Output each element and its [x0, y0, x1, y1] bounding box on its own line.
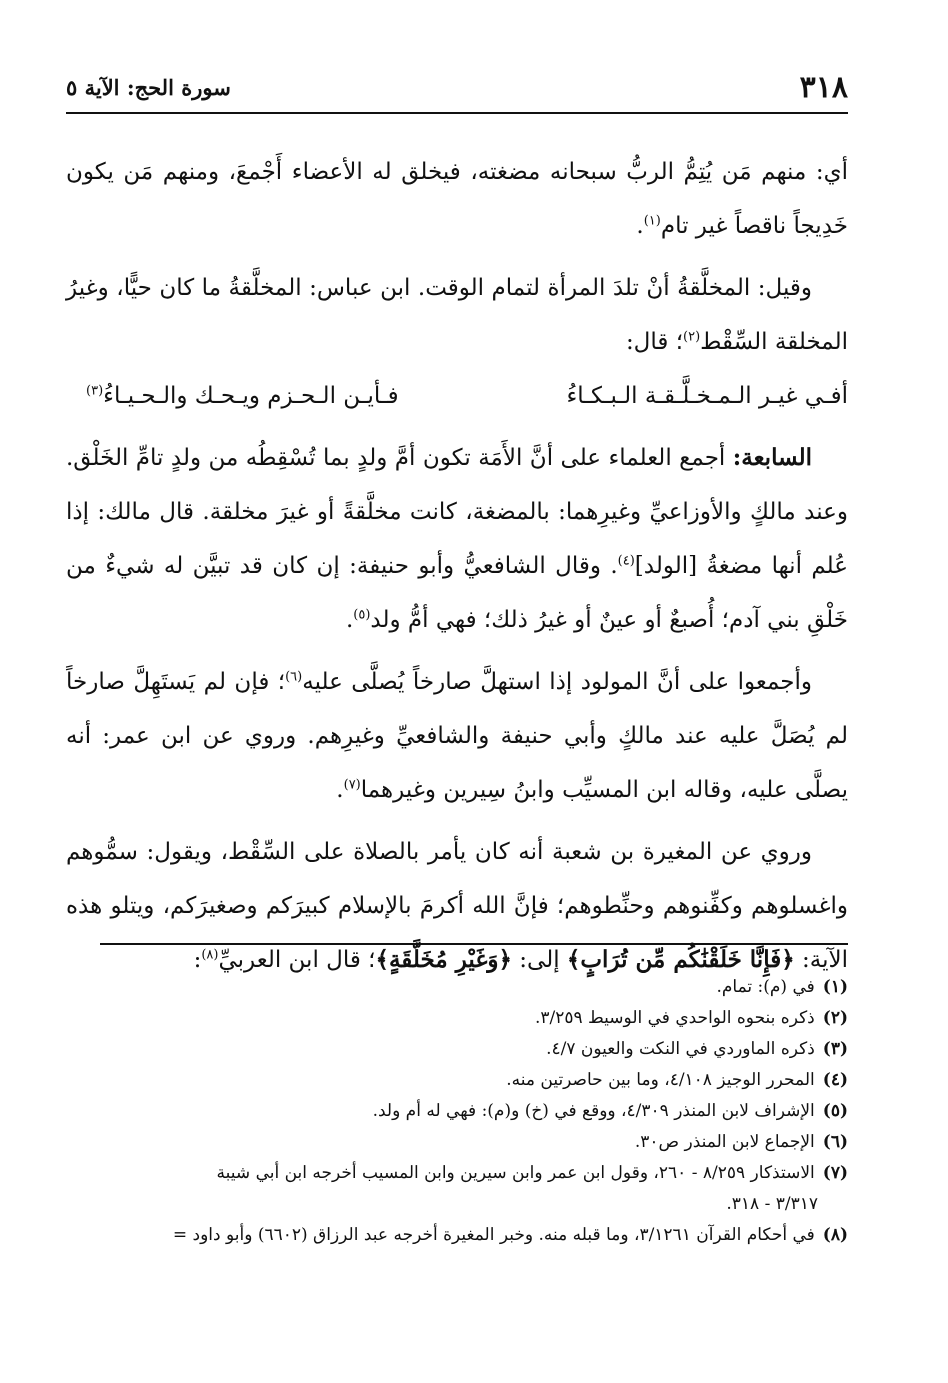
paragraph-3-text-2: . وقال الشافعيُّ وأبو حنيفة: إن كان قد تبيَّن له شيءٌ من خَلْقِ بني آدم؛ أُصبعٌ أو عينٌ أو غيرُ ذلك؛ فهي أمُّ ولد	[66, 553, 848, 633]
footnotes	[66, 972, 848, 1251]
paragraph-4-end: .	[336, 777, 344, 803]
footnote-text: ذكره بنحوه الواحدي في الوسيط ٣/٢٥٩.	[534, 1008, 815, 1028]
footnote-8	[66, 1220, 848, 1251]
paragraph-4	[66, 655, 848, 817]
footnote-text: في (م): تمام.	[716, 977, 815, 997]
paragraph-5-end: :	[193, 947, 202, 973]
paragraph-2	[66, 261, 848, 369]
footnote-1	[66, 972, 848, 1003]
page-header	[66, 62, 848, 114]
footnote-ref-6[interactable]: (٦)	[285, 669, 303, 685]
footnote-6	[66, 1127, 848, 1158]
footnote-7	[66, 1158, 848, 1189]
footnote-number: (١)	[822, 977, 848, 997]
footnote-ref-1[interactable]: (١)	[643, 213, 661, 229]
footnote-4	[66, 1065, 848, 1096]
footnote-ref-8[interactable]: (٨)	[201, 947, 219, 963]
paragraph-4-text-2: ؛ فإن لم يَستَهِلَّ صارخاً لم يُصَلَّ عليه عند مالكٍ وأبي حنيفة والشافعيِّ وغيرِهم. وروي عن ابن عمر: أنه يصلَّى عليه، وقاله ابن المسيِّب وابنُ سِيرين وغيرهما	[66, 669, 848, 803]
paragraph-3-text: أجمع العلماء على أنَّ الأَمَة تكون أمَّ ولدٍ بما تُسْقِطُه من ولدٍ تامِّ الخَلْق. وعند مالكٍ والأوزاعيِّ وغيرِهما: بالمضغة، كانت مخلَّقةً أو غيرَ مخلقة. قال مالك: إذا عُلم أنها مضغةُ [الولد]	[66, 445, 848, 579]
footnote-ref-4[interactable]: (٤)	[617, 553, 635, 569]
paragraph-5-text-2: ؛ قال ابن العربيِّ	[218, 947, 376, 973]
footnote-3	[66, 1034, 848, 1065]
paragraph-1	[66, 145, 848, 253]
paragraph-2-end: ؛ قال:	[625, 329, 684, 355]
paragraph-2-line-2: وغيرُ المخلقة السِّقْط	[66, 275, 848, 355]
verse-hemistich-2-wrap	[86, 369, 399, 423]
paragraph-2-line-1: وقيل: المخلَّقةُ أنْ تلدَ المرأة لتمام الوقت. ابن عباس: المخلَّقةُ ما كان حيًّا،	[116, 275, 813, 301]
footnote-number: (٦)	[822, 1132, 848, 1152]
page-number: ٣١٨	[799, 69, 848, 105]
paragraph-1-line-2: خَدِيجاً ناقصاً غير تام	[660, 213, 848, 239]
footnote-text: ذكره الماوردي في النكت والعيون ٤/٧.	[546, 1039, 815, 1059]
paragraph-1-end: .	[636, 213, 644, 239]
footnote-ref-5[interactable]: (٥)	[353, 607, 371, 623]
paragraph-1-line-1: أي: منهم مَن يُتِمُّ الربُّ سبحانه مضغته، فيخلق له الأعضاء أَجْمعَ، ومنهم مَن يكون	[66, 159, 849, 185]
footnote-text: في أحكام القرآن ٣/١٢٦١، وما قبله منه. وخبر المغيرة أخرجه عبد الرزاق (٦٦٠٢) وأبو داود =	[172, 1225, 815, 1245]
main-text	[66, 145, 848, 987]
footnote-7-continuation: ٣/٣١٧ - ٣١٨.	[726, 1194, 818, 1214]
poetry-verse	[66, 369, 848, 423]
paragraph-4-text: وأجمعوا على أنَّ المولود إذا استهلَّ صارخاً يُصلَّى عليه	[302, 669, 813, 695]
paragraph-3-end: .	[345, 607, 354, 633]
footnote-divider	[100, 943, 848, 945]
paragraph-3	[66, 431, 848, 647]
section-label-seventh: السابعة:	[732, 444, 813, 471]
paragraph-5	[66, 825, 848, 987]
footnote-number: (٣)	[822, 1039, 848, 1059]
footnote-5	[66, 1096, 848, 1127]
footnote-number: (٨)	[822, 1225, 848, 1245]
verse-hemistich-1: أفـي غيـر الـمـخـلَّـقـة الـبـكـاءُ	[566, 383, 848, 409]
footnote-text: المحرر الوجيز ٤/١٠٨، وما بين حاصرتين منه.	[506, 1070, 815, 1090]
running-title: سورة الحج: الآية ٥	[66, 74, 231, 100]
footnote-text: الإجماع لابن المنذر ص٣٠.	[634, 1132, 815, 1152]
footnote-ref-7[interactable]: (٧)	[343, 777, 361, 793]
quran-quote-1: ﴿فَإِنَّا خَلَقْنَٰكُم مِّن تُرَابٍ﴾	[566, 946, 795, 973]
quran-quote-2: ﴿وَغَيْرِ مُخَلَّقَةٍ﴾	[375, 946, 512, 973]
footnote-text: الإشراف لابن المنذر ٤/٣٠٩، ووقع في (خ) و(م): فهي له أم ولد.	[372, 1101, 815, 1121]
footnote-2	[66, 1003, 848, 1034]
footnote-number: (٤)	[822, 1070, 848, 1090]
footnote-ref-3[interactable]: (٣)	[86, 383, 104, 399]
verse-hemistich-2: فـأيـن الـحـزم ويـحـك والـحـيـاءُ	[103, 383, 399, 409]
footnote-number: (٧)	[822, 1163, 848, 1183]
paragraph-5-text: وروي عن المغيرة بن شعبة أنه كان يأمر بالصلاة على السِّقْط، ويقول: سمُّوهم واغسلوهم وكفِّنوهم وحنِّطوهم؛ فإنَّ الله أكرمَ بالإسلام كبيرَكم وصغيرَكم، ويتلو هذه الآية:	[66, 839, 848, 973]
paragraph-5-mid: إلى:	[511, 947, 567, 973]
footnote-text: الاستذكار ٨/٢٥٩ - ٢٦٠، وقول ابن عمر وابن سيرين وابن المسيب أخرجه ابن أبي شيبة	[216, 1163, 815, 1183]
footnote-ref-2[interactable]: (٢)	[683, 329, 701, 345]
footnote-number: (٢)	[822, 1008, 848, 1028]
footnote-number: (٥)	[822, 1101, 848, 1121]
